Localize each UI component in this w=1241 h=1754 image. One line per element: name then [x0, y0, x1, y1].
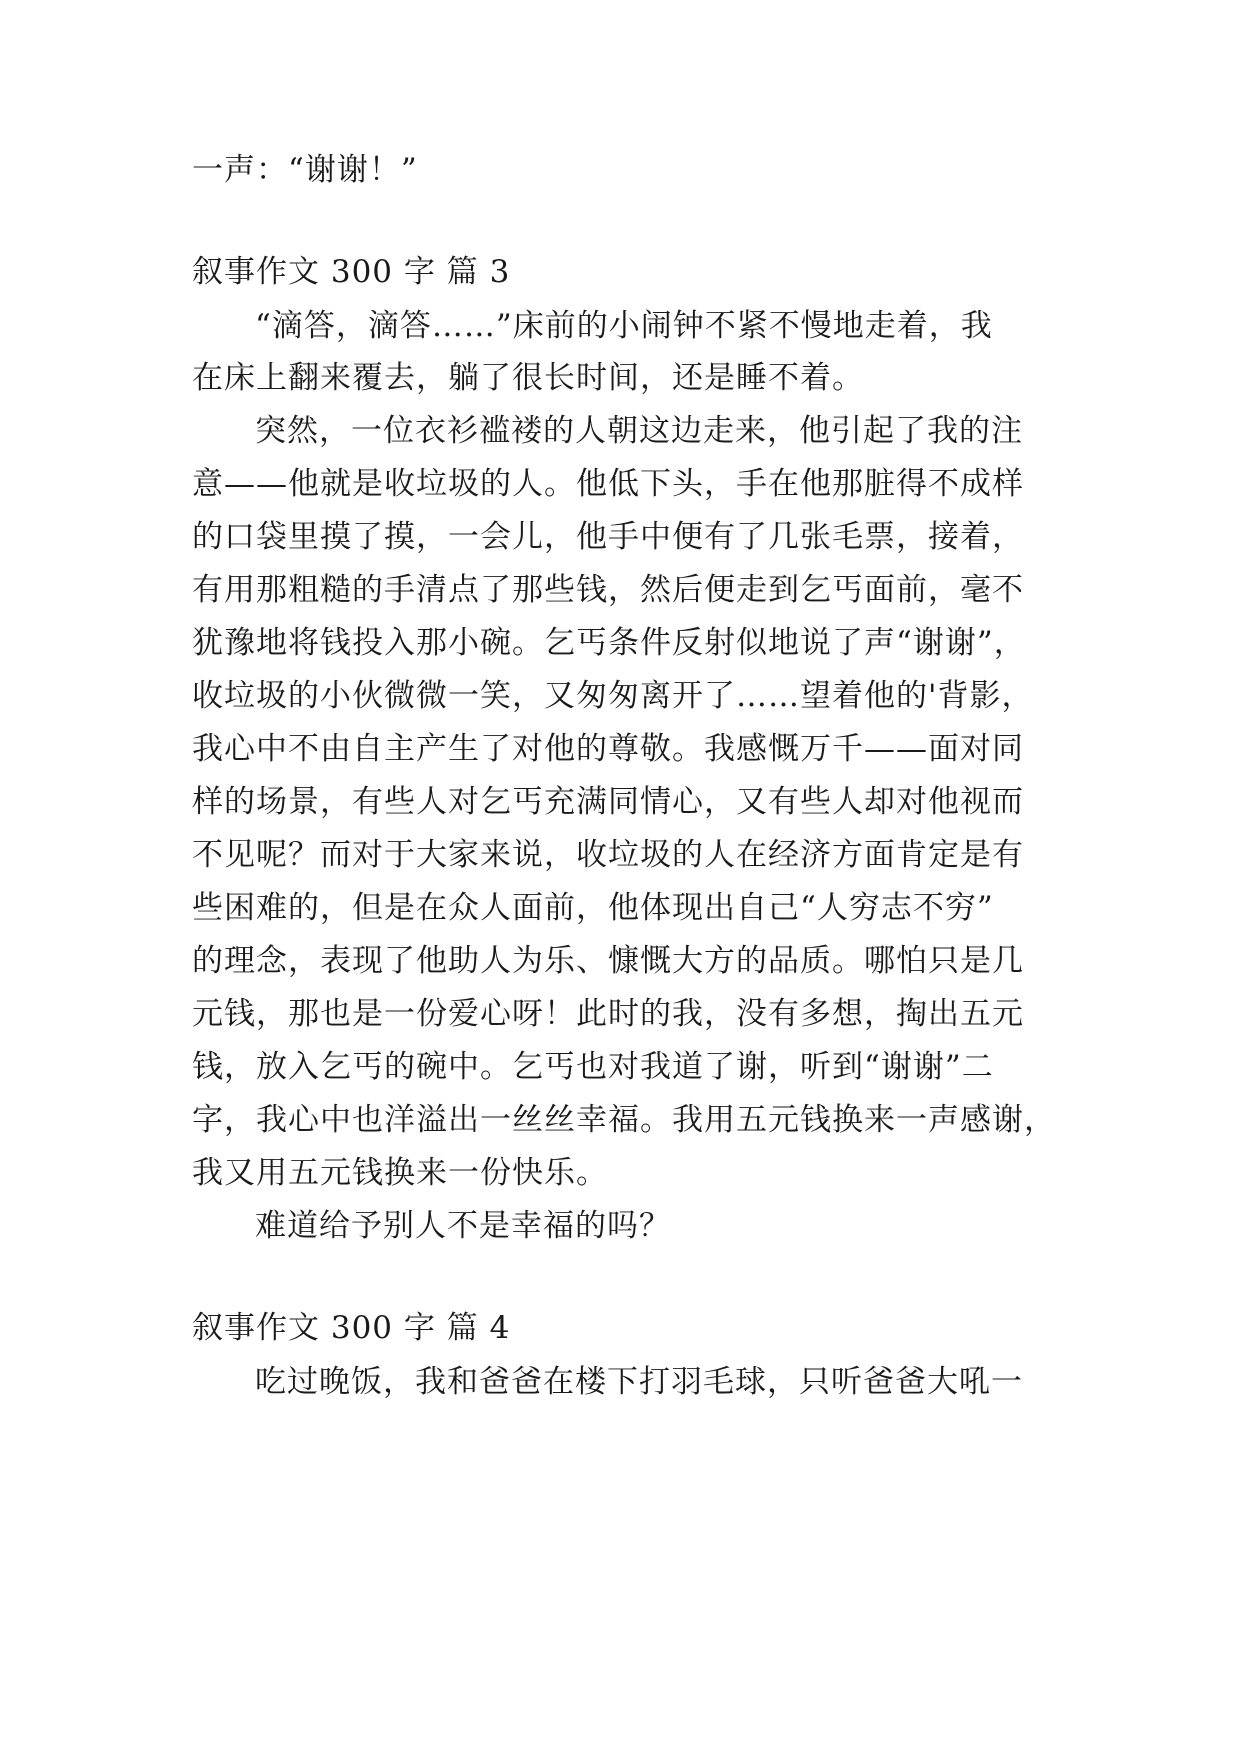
- section-heading-4: 叙事作文 300 字 篇 4: [192, 1310, 511, 1346]
- paragraph-line: 在床上翻来覆去，躺了很长时间，还是睡不着。: [192, 360, 864, 396]
- paragraph-line: 字，我心中也洋溢出一丝丝幸福。我用五元钱换来一声感谢，: [192, 1102, 1056, 1138]
- paragraph-line: 难道给予别人不是幸福的吗？: [255, 1208, 671, 1244]
- intro-line: 一声：“谢谢！”: [192, 152, 418, 188]
- paragraph-line: 些困难的，但是在众人面前，他体现出自己“人穷志不穷”: [192, 890, 994, 926]
- section-heading-3: 叙事作文 300 字 篇 3: [192, 254, 511, 290]
- paragraph-line: 不见呢？而对于大家来说，收垃圾的人在经济方面肯定是有: [192, 837, 1024, 873]
- paragraph-line: 样的场景，有些人对乞丐充满同情心，又有些人却对他视而: [192, 784, 1024, 820]
- paragraph-line: 突然，一位衣衫褴褛的人朝这边走来，他引起了我的注: [255, 413, 1023, 449]
- paragraph-line: 有用那粗糙的手清点了那些钱，然后便走到乞丐面前，毫不: [192, 572, 1024, 608]
- paragraph-line: 我又用五元钱换来一份快乐。: [192, 1155, 608, 1191]
- paragraph-line: 吃过晚饭，我和爸爸在楼下打羽毛球，只听爸爸大吼一: [255, 1364, 1023, 1400]
- paragraph-line: “滴答，滴答……”床前的小闹钟不紧不慢地走着，我: [255, 308, 993, 344]
- paragraph-line: 收垃圾的小伙微微一笑，又匆匆离开了……望着他的'背影，: [192, 678, 1034, 714]
- paragraph-line: 元钱，那也是一份爱心呀！此时的我，没有多想，掏出五元: [192, 996, 1024, 1032]
- paragraph-line: 的口袋里摸了摸，一会儿，他手中便有了几张毛票，接着，: [192, 519, 1024, 555]
- paragraph-line: 我心中不由自主产生了对他的尊敬。我感慨万千——面对同: [192, 731, 1024, 767]
- paragraph-line: 钱，放入乞丐的碗中。乞丐也对我道了谢，听到“谢谢”二: [192, 1049, 994, 1085]
- paragraph-line: 的理念，表现了他助人为乐、慷慨大方的品质。哪怕只是几: [192, 943, 1024, 979]
- paragraph-line: 意——他就是收垃圾的人。他低下头，手在他那脏得不成样: [192, 466, 1024, 502]
- paragraph-line: 犹豫地将钱投入那小碗。乞丐条件反射似地说了声“谢谢”，: [192, 625, 1026, 661]
